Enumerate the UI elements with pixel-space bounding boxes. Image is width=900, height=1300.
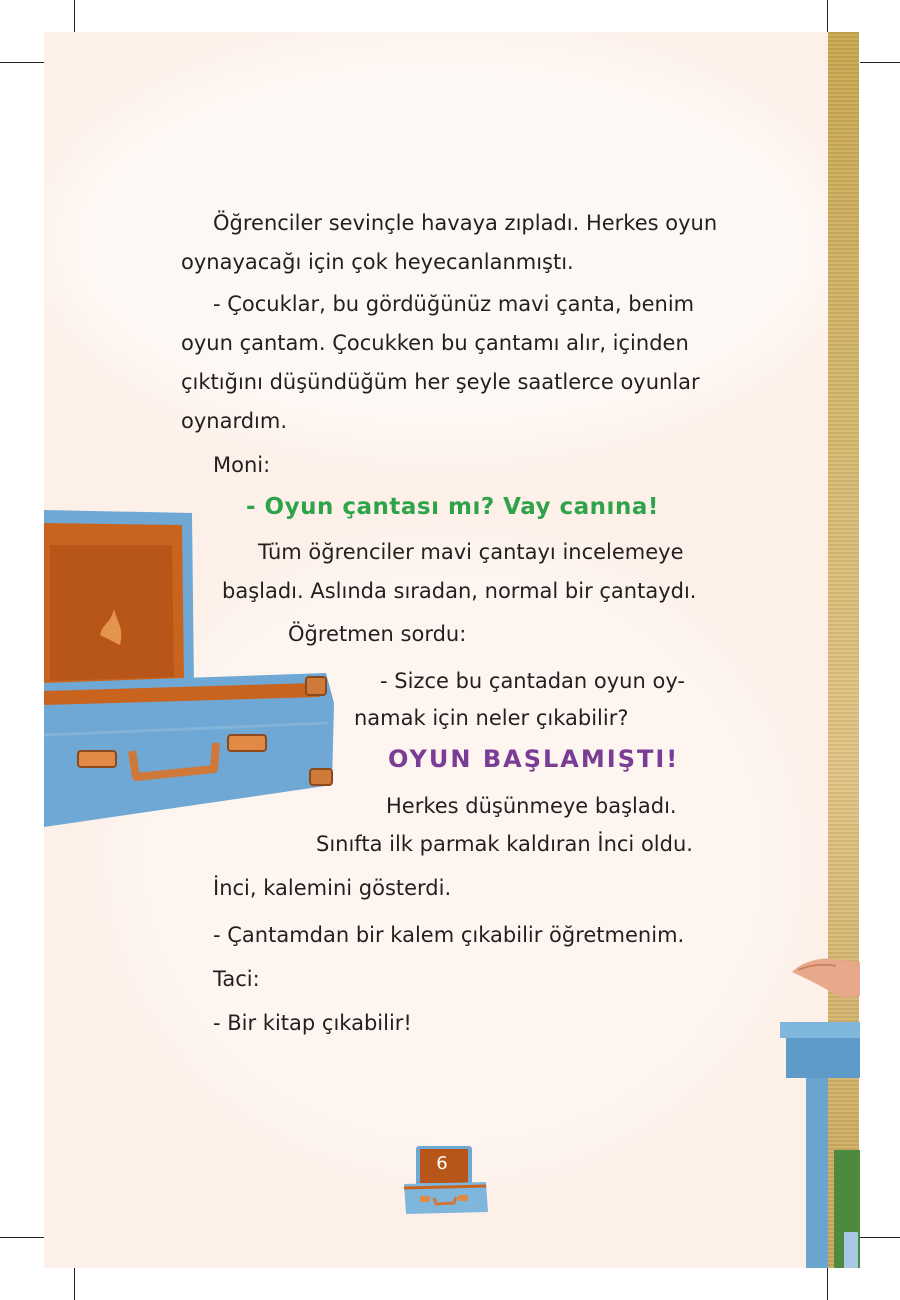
- corner-clasp: [310, 769, 332, 785]
- dialogue-line: namak için neler çıkabilir?: [354, 706, 629, 730]
- paragraph-line: oynayacağı için çok heyecanlanmıştı.: [181, 250, 574, 274]
- crop-mark: [860, 1237, 900, 1238]
- paragraph-line: Herkes düşünmeye başladı.: [386, 794, 677, 818]
- desk-top: [780, 1022, 860, 1038]
- speaker-label: Taci:: [213, 967, 260, 991]
- dialogue-line: oyun çantam. Çocukken bu çantamı alır, içinden: [181, 331, 689, 355]
- crop-mark: [0, 62, 44, 63]
- desk-illustration: [778, 950, 860, 1268]
- speaker-label: Moni:: [213, 453, 271, 477]
- page-number-badge: [400, 1140, 490, 1216]
- exclamation-line: - Oyun çantası mı? Vay canına!: [246, 494, 659, 520]
- dialogue-line: - Çocuklar, bu gördüğünüz mavi çanta, benim: [213, 292, 695, 316]
- heading-line: OYUN BAŞLAMIŞTI!: [388, 745, 680, 773]
- paragraph-line: Tüm öğrenciler mavi çantayı incelemeye: [258, 540, 684, 564]
- corner-clasp: [306, 677, 326, 695]
- page-number: 6: [436, 1153, 448, 1174]
- dialogue-line: - Sizce bu çantadan oyun oy-: [380, 669, 685, 693]
- crop-mark: [827, 0, 828, 32]
- crop-mark: [74, 1268, 75, 1300]
- dialogue-line: çıktığını düşündüğüm her şeyle saatlerce oyunlar: [181, 370, 700, 394]
- paragraph-line: Sınıfta ilk parmak kaldıran İnci oldu.: [316, 832, 693, 856]
- paragraph-line: başladı. Aslında sıradan, normal bir çantaydı.: [222, 579, 697, 603]
- dialogue-line: oynardım.: [181, 409, 288, 433]
- crop-mark: [74, 0, 75, 32]
- paragraph-line: Öğrenciler sevinçle havaya zıpladı. Herkes oyun: [213, 211, 718, 235]
- crop-mark: [0, 1237, 44, 1238]
- speaker-label: Öğretmen sordu:: [288, 622, 467, 646]
- latch: [228, 735, 266, 751]
- paragraph-line: İnci, kalemini gösterdi.: [213, 876, 452, 900]
- crop-mark: [860, 62, 900, 63]
- desk-leg: [806, 1078, 828, 1268]
- dialogue-line: - Çantamdan bir kalem çıkabilir öğretmenim.: [213, 923, 685, 947]
- latch: [78, 751, 116, 767]
- dialogue-line: - Bir kitap çıkabilir!: [213, 1011, 412, 1035]
- crop-mark: [827, 1268, 828, 1300]
